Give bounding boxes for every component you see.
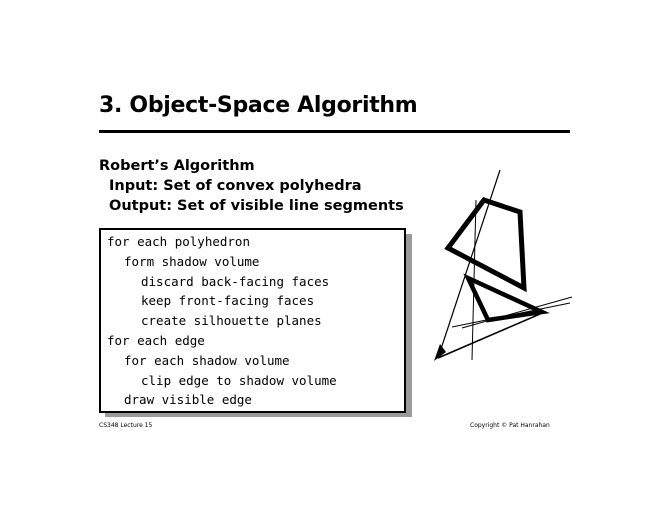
algorithm-output: Output: Set of visible line segments <box>109 198 404 214</box>
algorithm-input: Input: Set of convex polyhedra <box>109 178 362 194</box>
algorithm-name: Robert’s Algorithm <box>99 158 255 174</box>
arrow-head-icon <box>434 344 446 361</box>
pseudocode-line: clip edge to shadow volume <box>141 372 337 388</box>
pseudocode-line: for each polyhedron <box>107 234 250 249</box>
pseudocode-line: for each edge <box>107 333 205 348</box>
polyhedron-back <box>468 278 542 320</box>
title-divider <box>99 130 570 133</box>
pseudocode-line: keep front-facing faces <box>141 293 315 309</box>
shadow-volume-diagram <box>420 160 580 370</box>
footer-copyright: Copyright © Pat Hanrahan <box>470 422 550 429</box>
algorithm-heading-block <box>99 156 404 216</box>
pseudocode-line: for each shadow volume <box>124 352 290 368</box>
pseudocode-line: form shadow volume <box>124 253 260 269</box>
pseudocode-line: create silhouette planes <box>141 313 322 329</box>
slide-title: 3. Object-Space Algorithm <box>99 93 418 118</box>
pseudocode-box <box>99 228 406 413</box>
pseudocode-line: draw visible edge <box>124 392 252 408</box>
footer-course: CS348 Lecture 15 <box>99 422 153 429</box>
diagram-line-1 <box>438 170 500 358</box>
pseudocode-line: discard back-facing faces <box>141 273 330 289</box>
